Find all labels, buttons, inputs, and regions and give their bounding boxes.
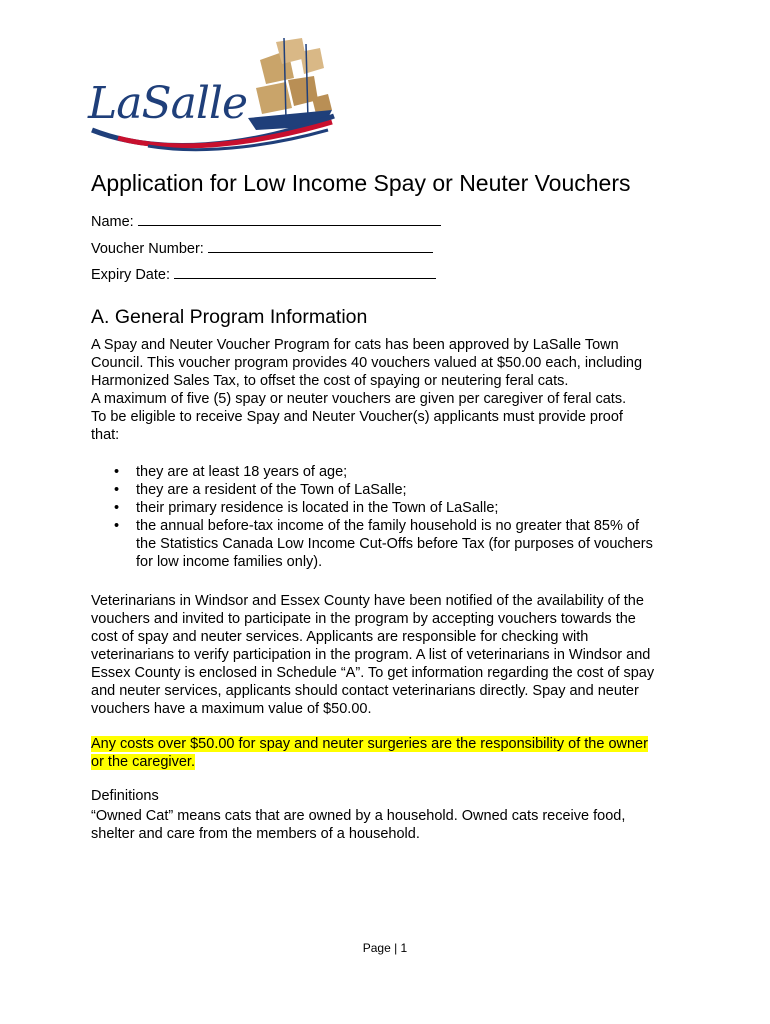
page-number: Page | 1 xyxy=(362,941,408,955)
intro-paragraph xyxy=(91,336,691,444)
list-item: • their primary residence is located in the Town of LaSalle; xyxy=(91,499,691,517)
veterinarians-paragraph xyxy=(91,592,691,718)
name-field[interactable] xyxy=(91,211,441,231)
expiry-date-label: Expiry Date: xyxy=(91,267,170,283)
vets-line: cost of spay and neuter services. Applicants are responsible for checking with xyxy=(91,629,589,645)
highlight-line: Any costs over $50.00 for spay and neuter surgeries are the responsibility of the owner xyxy=(91,736,648,752)
list-item: • they are at least 18 years of age; xyxy=(91,463,691,481)
voucher-number-label: Voucher Number: xyxy=(91,241,204,257)
intro-line: Council. This voucher program provides 40 vouchers valued at $50.00 each, including xyxy=(91,355,643,371)
name-input-line[interactable] xyxy=(138,211,441,226)
vets-line: Veterinarians in Windsor and Essex County have been notified of the availability of the xyxy=(91,593,644,609)
intro-line: A maximum of five (5) spay or neuter vouchers are given per caregiver of feral cats. xyxy=(91,391,627,407)
section-a-heading: A. General Program Information xyxy=(91,306,368,328)
highlighted-notice xyxy=(91,735,691,771)
vets-line: vouchers and invited to participate in the program by accepting vouchers towards the xyxy=(91,611,636,627)
lasalle-logo xyxy=(88,38,338,156)
expiry-date-input-line[interactable] xyxy=(174,264,436,279)
highlight-line: or the caregiver. xyxy=(91,754,195,770)
name-label: Name: xyxy=(91,214,134,230)
definitions-heading: Definitions xyxy=(91,788,159,804)
definitions-paragraph xyxy=(91,807,691,843)
voucher-number-field[interactable] xyxy=(91,238,433,258)
document-title: Application for Low Income Spay or Neuter Vouchers xyxy=(91,170,631,196)
list-item: • they are a resident of the Town of LaSalle; xyxy=(91,481,691,499)
intro-line: To be eligible to receive Spay and Neuter Voucher(s) applicants must provide proof xyxy=(91,409,623,425)
definition-line: shelter and care from the members of a household. xyxy=(91,826,420,842)
definition-line: “Owned Cat” means cats that are owned by a household. Owned cats receive food, xyxy=(91,808,626,824)
logo-wordmark: LaSalle xyxy=(88,78,248,129)
intro-line: that: xyxy=(91,427,120,443)
list-item: • the annual before-tax income of the family household is no greater that 85% of the Statistics Canada Low Income Cut-Offs before Tax (for purposes of vouchers for low income families only). xyxy=(91,517,656,571)
eligibility-list xyxy=(91,463,691,571)
voucher-number-input-line[interactable] xyxy=(208,238,433,253)
intro-line: Harmonized Sales Tax, to offset the cost of spaying or neutering feral cats. xyxy=(91,373,569,389)
vets-line: veterinarians to verify participation in the program. A list of veterinarians in Windsor and xyxy=(91,647,651,663)
expiry-date-field[interactable] xyxy=(91,264,436,284)
vets-line: vouchers have a maximum value of $50.00. xyxy=(91,701,372,717)
intro-line: A Spay and Neuter Voucher Program for cats has been approved by LaSalle Town xyxy=(91,337,619,353)
vets-line: Essex County is enclosed in Schedule “A”. To get information regarding the cost of spay xyxy=(91,665,655,681)
vets-line: and neuter services, applicants should contact veterinarians directly. Spay and neuter xyxy=(91,683,639,699)
